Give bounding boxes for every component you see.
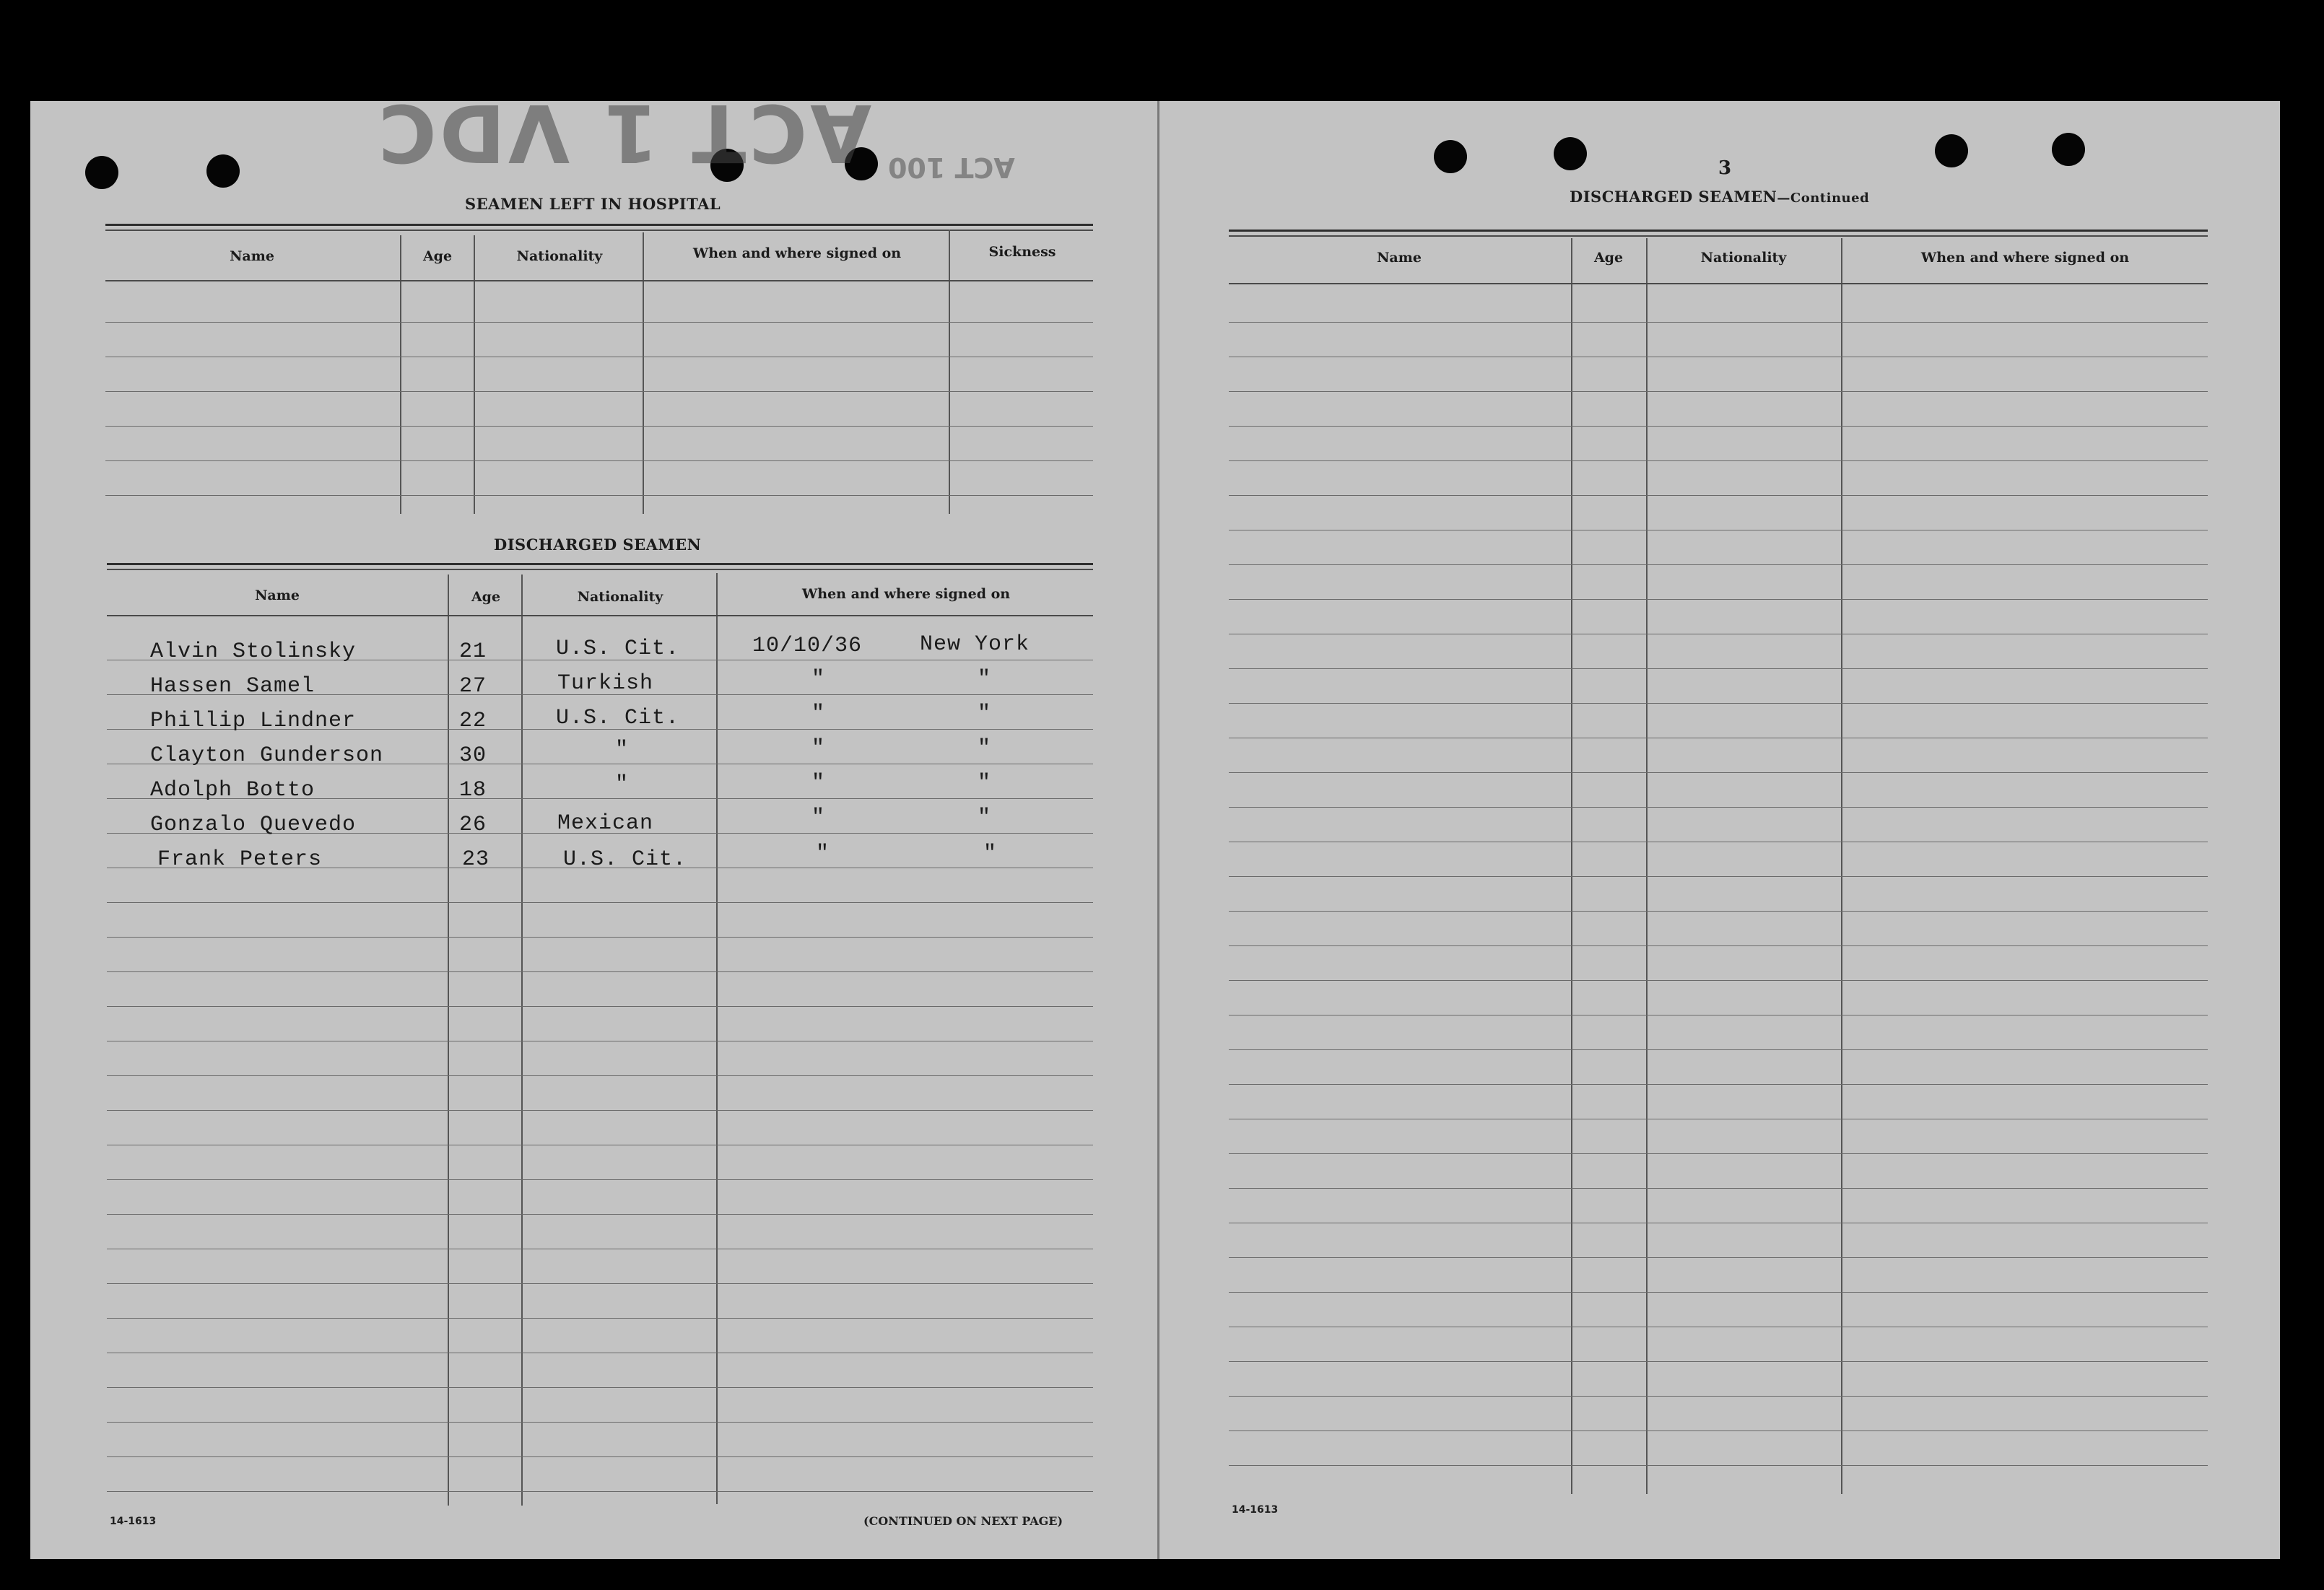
punch-hole (1434, 140, 1467, 173)
seaman-age: 26 (459, 813, 487, 837)
discharged-top-rule-2 (107, 569, 1093, 570)
ruled-line (1229, 1049, 2208, 1050)
ruled-line (107, 902, 1093, 903)
seaman-age: 22 (459, 709, 487, 733)
hospital-top-rule-2 (105, 230, 1093, 231)
discharged-col-signed-on: When and where signed on (801, 586, 1011, 602)
ruled-line (1229, 599, 2208, 600)
discharged-vline (716, 573, 718, 1504)
seaman-nationality: U.S. Cit. (556, 637, 680, 661)
seaman-signed-place: " (978, 771, 992, 795)
discharged-col-age: Age (471, 589, 501, 605)
seaman-name: Gonzalo Quevedo (150, 813, 357, 837)
ruled-line (1229, 460, 2208, 461)
ruled-line (1229, 911, 2208, 912)
ruled-line (1229, 1292, 2208, 1293)
punch-hole (1935, 134, 1968, 167)
hospital-vline (400, 235, 401, 514)
seaman-signed-date: 10/10/36 (752, 634, 863, 658)
punch-hole (85, 156, 118, 189)
hospital-row-line (105, 460, 1093, 461)
continued-header-rule (1229, 283, 2208, 284)
ruled-line (1229, 1257, 2208, 1258)
discharged-top-rule (107, 563, 1093, 565)
ruled-line (1229, 1396, 2208, 1397)
seaman-signed-place: " (978, 805, 992, 830)
ruled-line (107, 1283, 1093, 1284)
seaman-name: Adolph Botto (150, 778, 315, 803)
hospital-col-name: Name (230, 248, 274, 264)
hospital-row-line (105, 391, 1093, 392)
hospital-header-rule (105, 280, 1093, 281)
continued-col-name: Name (1377, 250, 1422, 266)
seaman-name: Frank Peters (157, 847, 323, 872)
ruled-line (1229, 495, 2208, 496)
ruled-line (107, 1491, 1093, 1492)
seaman-signed-date: " (811, 736, 826, 761)
discharged-col-nationality: Nationality (577, 589, 663, 605)
ruled-line (107, 1110, 1093, 1111)
seaman-signed-date: " (811, 667, 826, 691)
hospital-vline (474, 235, 475, 514)
punch-hole (1554, 137, 1587, 170)
ruled-line (107, 937, 1093, 938)
seaman-signed-place: " (978, 736, 992, 761)
ruled-line (1229, 391, 2208, 392)
seaman-age: 23 (462, 847, 490, 872)
seaman-nationality: " (615, 738, 630, 762)
ruled-line (1229, 426, 2208, 427)
continued-note: (CONTINUED ON NEXT PAGE) (863, 1514, 1063, 1528)
hospital-col-sickness: Sickness (988, 244, 1056, 260)
seaman-name: Alvin Stolinsky (150, 639, 357, 664)
seaman-signed-place: " (978, 702, 992, 726)
seaman-nationality: U.S. Cit. (563, 847, 687, 872)
hospital-row-line (105, 426, 1093, 427)
seaman-nationality: Mexican (557, 811, 654, 836)
hospital-vline (643, 232, 644, 514)
seaman-age: 27 (459, 674, 487, 699)
continued-title-suffix: —Continued (1777, 191, 1870, 206)
seaman-nationality: " (615, 772, 630, 797)
ruled-line (107, 1456, 1093, 1457)
seaman-name: Clayton Gunderson (150, 743, 384, 768)
continued-top-rule-2 (1229, 235, 2208, 237)
hospital-top-rule (105, 224, 1093, 226)
seaman-signed-place: New York (920, 632, 1030, 657)
seaman-age: 18 (459, 778, 487, 803)
seaman-nationality: Turkish (557, 671, 654, 696)
continued-vline (1571, 238, 1572, 1494)
hospital-vline (949, 230, 950, 514)
ruled-line (1229, 945, 2208, 946)
seaman-signed-place: " (978, 667, 992, 691)
discharged-section-title: DISCHARGED SEAMEN (494, 536, 702, 554)
discharged-header-rule (107, 615, 1093, 616)
seaman-nationality: U.S. Cit. (556, 706, 680, 730)
seaman-signed-date: " (811, 771, 826, 795)
ruled-line (1229, 1361, 2208, 1362)
ruled-line (107, 1318, 1093, 1319)
stamp-mark-small: ACT 100 (888, 152, 1015, 183)
page-number: 3 (1718, 157, 1732, 179)
discharged-col-name: Name (255, 587, 300, 603)
ruled-line (1229, 1430, 2208, 1431)
continued-vline (1646, 238, 1648, 1494)
seaman-age: 30 (459, 743, 487, 768)
ruled-line (107, 1422, 1093, 1423)
continued-col-signed-on: When and where signed on (1920, 250, 2130, 266)
discharged-vline (521, 575, 523, 1506)
seaman-signed-date: " (811, 805, 826, 830)
continued-col-age: Age (1593, 250, 1624, 266)
ruled-line (1229, 668, 2208, 669)
seaman-name: Phillip Lindner (150, 709, 357, 733)
ruled-line (1229, 980, 2208, 981)
seaman-signed-date: " (811, 702, 826, 726)
seaman-age: 21 (459, 639, 487, 664)
hospital-col-age: Age (422, 248, 453, 264)
continued-section-title (1570, 188, 1869, 206)
form-number-left: 14-1613 (110, 1516, 157, 1527)
hospital-section-title: SEAMEN LEFT IN HOSPITAL (465, 195, 721, 213)
continued-title-main: DISCHARGED SEAMEN (1570, 188, 1777, 206)
ruled-line (1229, 772, 2208, 773)
ruled-line (1229, 703, 2208, 704)
continued-vline (1841, 238, 1842, 1494)
ruled-line (107, 1006, 1093, 1007)
continued-top-rule (1229, 230, 2208, 232)
page-fold (1157, 101, 1159, 1559)
ruled-line (1229, 564, 2208, 565)
punch-hole (2052, 133, 2085, 166)
continued-col-nationality: Nationality (1700, 250, 1787, 266)
stamp-mark: ACT 1 VDC (375, 87, 872, 179)
ruled-line (1229, 807, 2208, 808)
form-number-right: 14-1613 (1232, 1504, 1279, 1516)
hospital-col-signed-on: When and where signed on (692, 245, 902, 261)
ruled-line (107, 1214, 1093, 1215)
seaman-signed-date: " (816, 842, 830, 866)
seaman-signed-place: " (983, 842, 998, 866)
hospital-row-line (105, 495, 1093, 496)
ruled-line (107, 1179, 1093, 1180)
ruled-line (107, 1387, 1093, 1388)
ruled-line (1229, 1465, 2208, 1466)
discharged-vline (448, 575, 449, 1506)
ruled-line (1229, 1084, 2208, 1085)
ruled-line (1229, 1188, 2208, 1189)
seaman-name: Hassen Samel (150, 674, 315, 699)
hospital-row-line (105, 322, 1093, 323)
ruled-line (107, 1075, 1093, 1076)
right-page (1159, 101, 2280, 1559)
ruled-line (1229, 1153, 2208, 1154)
ruled-line (107, 971, 1093, 972)
ruled-line (1229, 876, 2208, 877)
punch-hole (206, 154, 240, 188)
hospital-col-nationality: Nationality (516, 248, 603, 264)
ruled-line (1229, 322, 2208, 323)
